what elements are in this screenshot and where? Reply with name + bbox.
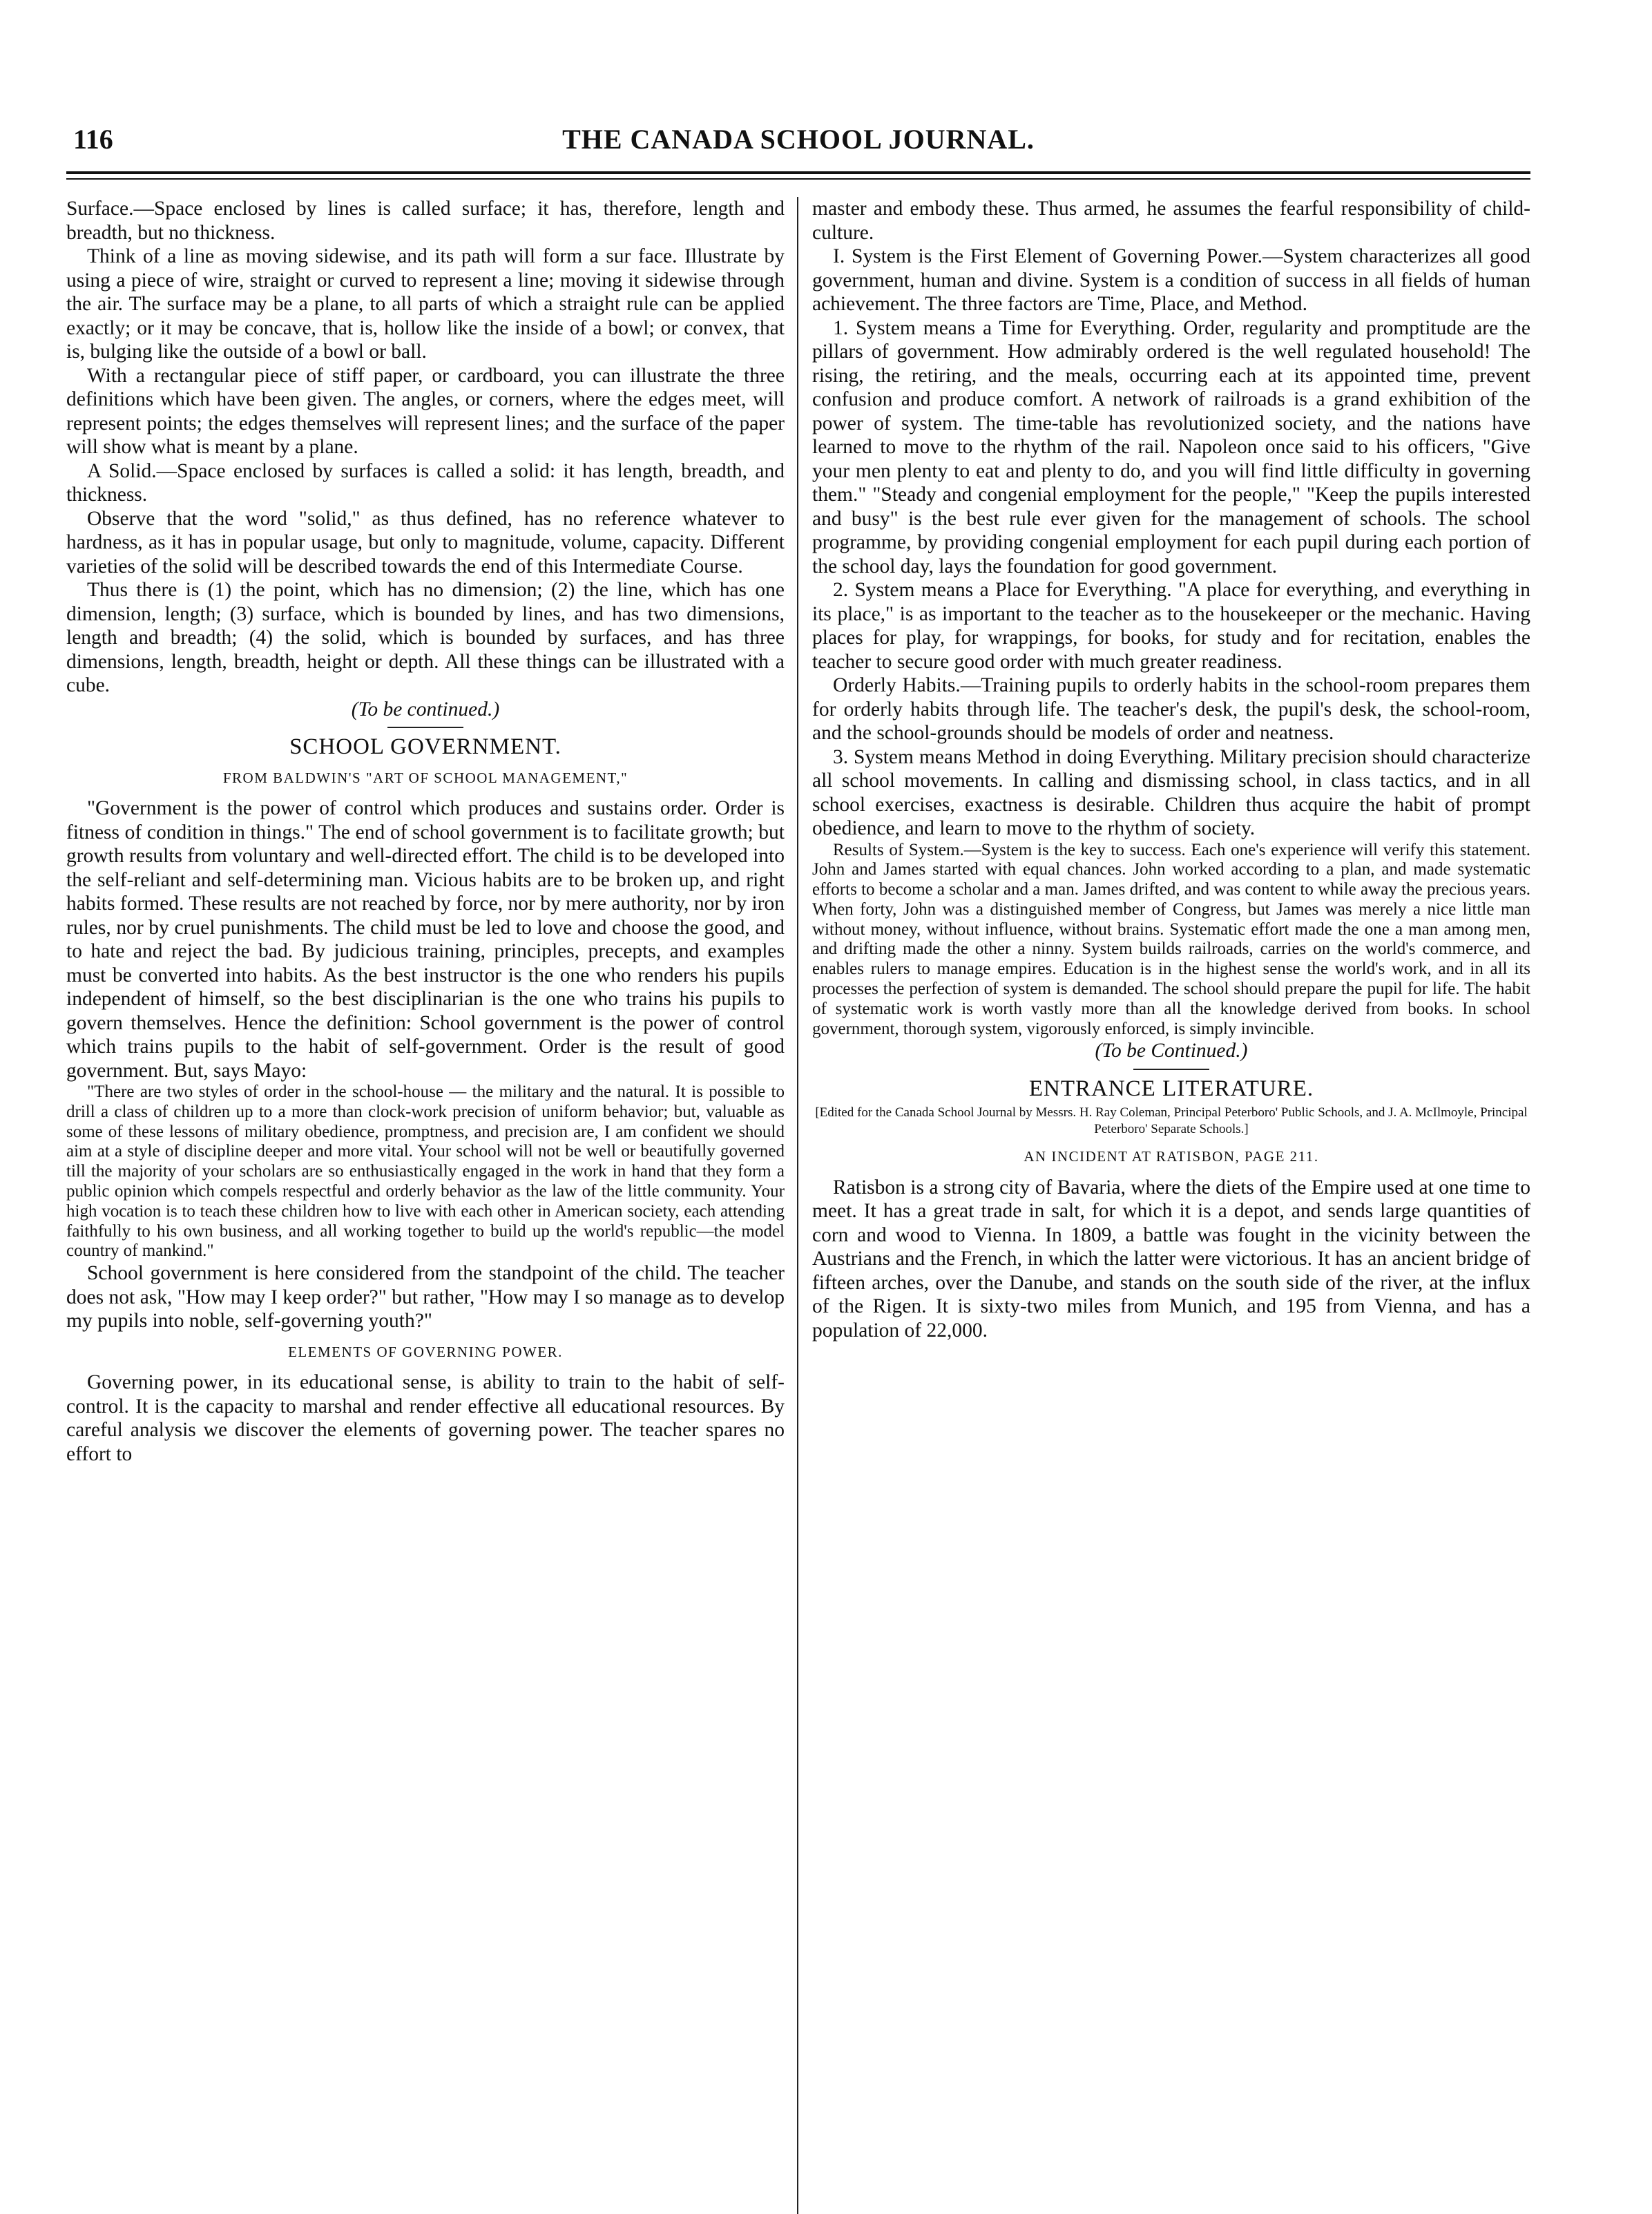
section-subheading: ELEMENTS OF GOVERNING POWER. xyxy=(288,1343,563,1360)
paragraph: Surface.—Space enclosed by lines is called surface; it has, therefore, length and breadth, but no thickness. xyxy=(66,198,785,244)
section-rule xyxy=(387,727,463,728)
header-rule xyxy=(66,171,1530,174)
paragraph: Ratisbon is a strong city of Bavaria, where the diets of the Empire used at one time to meet. It has a great trade in salt, for which it is a depot, and sends large quantities of corn and wood to Vienna. In 1809, a battle was fought in the vicinity between the Austrians and the French, in which the latter were victorious. It has an ancient bridge of fifteen arches, over the Danube, and stands on the south side of the river, at the influx of the Rigen. It is sixty-two miles from Munich, and 195 from Vienna, and has a population of 22,000. xyxy=(812,1176,1530,1342)
paragraph: Results of System.—System is the key to success. Each one's experience will verify this statement. John and James started with equal chances. John worked according to a plan, and made systematic efforts to become a scholar and a man. James drifted, and was content to while away the precious years. When forty, John was a distinguished member of Congress, but James was merely a nice little man without money, without influence, without brains. Systematic effort made the one a man among men, and drifting made the other a ninny. System builds railroads, carries on the world's commerce, and enables rulers to manage empires. Education is in the highest sense the world's work, and in all its processes the perfection of system is demanded. The school should prepare the pupil for life. The habit of systematic work is worth vastly more than all the knowledge derived from books. In school government, thorough system, vigorously enforced, is simply invincible. xyxy=(812,840,1530,1038)
section-heading: SCHOOL GOVERNMENT. xyxy=(289,734,561,759)
paragraph: With a rectangular piece of stiff paper, or cardboard, you can illustrate the three definitions which have been given. The angles, or corners, where the edges meet, will represent points; the edges themselves will represent lines; and the surface of the paper will show what is meant by a plane. xyxy=(66,364,785,458)
section-subheading: FROM BALDWIN'S "ART OF SCHOOL MANAGEMENT," xyxy=(222,769,628,786)
page-number: 116 xyxy=(73,124,113,155)
paragraph: "Government is the power of control which produces and sustains order. Order is fitness of condition in things." The end of school government is to facilitate growth; but growth results from voluntary and well-directed effort. The child is to be developed into the self-reliant and self-determining man. Vicious habits are to be broken up, and right habits formed. These results are not reached by force, nor by mere authority, nor by iron rules, nor by cruel punishments. The child must be led to love and choose the good, and to hate and reject the bad. By judicious training, principles, precepts, and examples must be converted into habits. As the best instructor is the one who renders his pupils independent of himself, so the best disciplinarian is the one who trains his pupils to govern themselves. Hence the definition: School government is the power of control which trains pupils to the habit of self-government. Order is the result of good government. But, says Mayo: xyxy=(66,797,785,1082)
right-column xyxy=(812,197,1530,1342)
paragraph: Governing power, in its educational sense, is ability to train to the habit of self-control. It is the capacity to marshal and render effective all educational resources. By careful analysis we discover the elements of governing power. The teacher spares no effort to xyxy=(66,1371,785,1465)
journal-page xyxy=(66,69,1530,2141)
page-header xyxy=(66,69,1530,155)
column-divider xyxy=(797,197,798,2214)
paragraph: master and embody these. Thus armed, he assumes the fearful responsibility of child-culture. xyxy=(812,198,1530,244)
journal-title: THE CANADA SCHOOL JOURNAL. xyxy=(562,124,1035,155)
paragraph: Orderly Habits.—Training pupils to orderly habits in the school-room prepares them for orderly habits through life. The teacher's desk, the pupil's desk, the school-room, and the school-grounds should be models of order and neatness. xyxy=(812,674,1530,744)
paragraph: 1. System means a Time for Everything. Order, regularity and promptitude are the pillars of government. How admirably ordered is the well regulated household! The rising, the retiring, and the meals, occurring each at its appointed time, prevent confusion and produce comfort. A network of railroads is a grand exhibition of the power of system. The time-table has revolutionized society, and the nations have learned to move to the rhythm of the rail. Napoleon once said to his officers, "Give your men plenty to eat and plenty to do, and you will find little difficulty in governing them." "Steady and congenial employment for the people," "Keep the pupils interested and busy" is the best rule ever given for the management of schools. The school programme, by providing congenial employment for each pupil during each portion of the school day, lays the foundation for good government. xyxy=(812,316,1530,578)
paragraph: Observe that the word "solid," as thus defined, has no reference whatever to hardness, as it has in popular usage, but only to magnitude, volume, capacity. Different varieties of the solid will be described towards the end of this Intermediate Course. xyxy=(66,507,785,578)
editor-credit: [Edited for the Canada School Journal by Messrs. H. Ray Coleman, Principal Peterboro' Public Schools, and J. A. McIlmoyle, Principal Peterboro' Separate Schools.] xyxy=(815,1105,1528,1137)
paragraph: Think of a line as moving sidewise, and its path will form a sur face. Illustrate by using a piece of wire, straight or curved to represent a line; moving it sidewise through the air. The surface may be a plane, to all parts of which a straight rule can be applied exactly; or it may be concave, that is, hollow like the inside of a bowl; or convex, that is, bulging like the outside of a bowl or ball. xyxy=(66,245,785,363)
columns xyxy=(66,197,1530,2141)
paragraph: 3. System means Method in doing Everything. Military precision should characterize all school movements. In calling and dismissing school, in class tactics, and in all school exercises, exactness is desirable. Children thus acquire the habit of prompt obedience, and learn to move to the rhythm of society. xyxy=(812,745,1530,839)
paragraph: 2. System means a Place for Everything. "A place for everything, and everything in its place," is as important to the teacher as to the housekeeper or the mechanic. Having places for play, for wrappings, for books, for study and for recitation, enables the teacher to secure good order with much greater readiness. xyxy=(812,579,1530,673)
section-subheading: AN INCIDENT AT RATISBON, PAGE 211. xyxy=(1024,1148,1319,1165)
paragraph: Thus there is (1) the point, which has no dimension; (2) the line, which has one dimension, length; (3) surface, which is bounded by lines, and has two dimensions, length and breadth; (4) the solid, which is bounded by surfaces, and has three dimensions, length, breadth, height or depth. All these things can be illustrated with a cube. xyxy=(66,579,785,696)
header-rule-thin xyxy=(66,178,1530,180)
section-rule xyxy=(1133,1069,1209,1070)
section-heading: ENTRANCE LITERATURE. xyxy=(1028,1076,1314,1101)
left-column xyxy=(66,197,785,1466)
paragraph: A Solid.—Space enclosed by surfaces is called a solid: it has length, breadth, and thickness. xyxy=(66,459,785,506)
to-be-continued: (To be continued.) xyxy=(351,698,500,720)
paragraph: I. System is the First Element of Governing Power.—System characterizes all good government, human and divine. System is a condition of success in all fields of human achievement. The three factors are Time, Place, and Method. xyxy=(812,245,1530,315)
to-be-continued: (To be Continued.) xyxy=(1095,1040,1248,1062)
paragraph: School government is here considered from the standpoint of the child. The teacher does not ask, "How may I keep order?" but rather, "How may I so manage as to develop my pupils into noble, self-governing youth?" xyxy=(66,1262,785,1333)
block-quote: "There are two styles of order in the school-house — the military and the natural. It is possible to drill a class of children up to a more than clock-work precision of uniform behavior; but, valuable as some of these lessons of military obedience, promptness, and precision are, I am confident we should aim at a style of discipline deeper and more vital. Your school will not be well or beautifully governed till the majority of your scholars are so enthusiastically engaged in the work in hand that they form a public opinion which compels respectful and orderly behavior as the law of the little community. Your high vocation is to teach these children how to live with each other in American society, each attending faithfully to his own business, and all working together to build up the world's republic—the model country of mankind." xyxy=(66,1082,785,1261)
